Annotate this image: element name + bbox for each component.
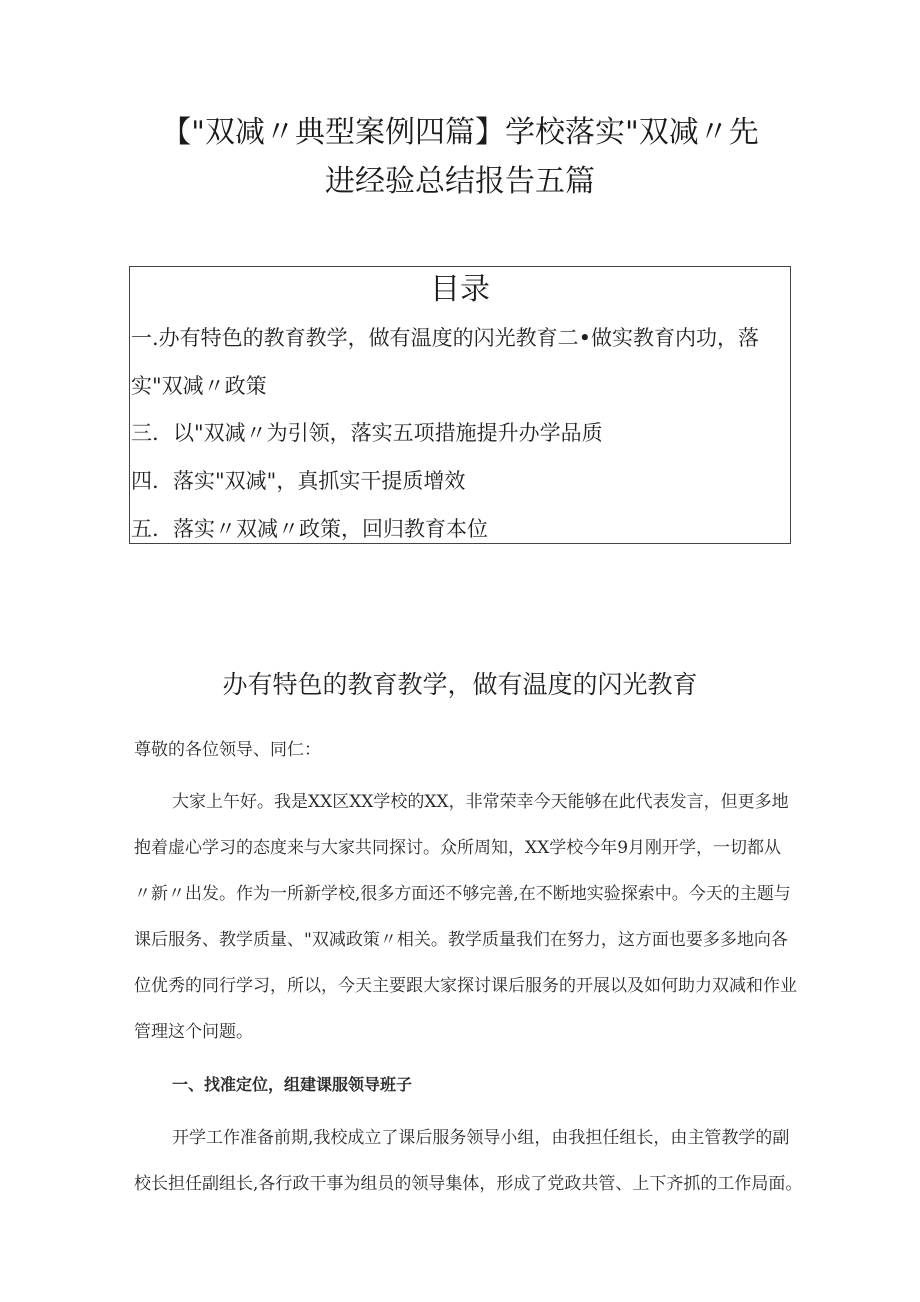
toc-item-3-number: 四.: [131, 469, 159, 493]
toc-item-2-text: 以"双减〃为引领，落实五项措施提升办学品质: [173, 421, 603, 445]
document-title-line-1: 【"双减〃典型案例四篇】学校落实"双减〃先: [161, 115, 759, 150]
toc-item-1-line-1[interactable]: 一.办有特色的教育教学，做有温度的闪光教育二•做实教育内功，落: [131, 326, 760, 350]
paragraph-2-line-2: 校长担任副组长,各行政干事为组员的领导集体，形成了党政共管、上下齐抓的工作局面。: [134, 1174, 803, 1194]
toc-item-4[interactable]: [131, 515, 488, 543]
toc-item-4-text: 落实〃双减〃政策，回归教育本位: [173, 517, 488, 541]
toc-item-4-number: 五.: [131, 517, 159, 541]
paragraph-1-line-1: 大家上午好。我是XX区XX学校的XX，非常荣幸今天能够在此代表发言，但更多地: [172, 792, 789, 812]
paragraph-1-line-6: 管理这个问题。: [134, 1022, 253, 1042]
document-title-line-2: 进经验总结报告五篇: [325, 164, 595, 199]
paragraph-1-line-2: 抱着虚心学习的态度来与大家共同探讨。众所周知，XX学校今年9月刚开学，一切都从: [134, 838, 782, 858]
toc-item-2[interactable]: [131, 419, 603, 447]
paragraph-2-line-1: 开学工作准备前期,我校成立了课后服务领导小组，由我担任组长，由主管教学的副: [172, 1128, 790, 1148]
toc-heading: 目录: [430, 272, 490, 307]
toc-item-3-text: 落实"双减"，真抓实干提质增效: [173, 469, 466, 493]
table-of-contents-box: [129, 266, 791, 544]
subheading-1: 一、找准定位，组建课服领导班子: [172, 1075, 413, 1094]
section-title: 办有特色的教育教学，做有温度的闪光教育: [222, 670, 698, 699]
toc-item-2-number: 三.: [131, 421, 159, 445]
toc-item-3[interactable]: [131, 467, 465, 495]
toc-item-1-line-2[interactable]: 实"双减〃政策: [131, 374, 267, 398]
paragraph-1-line-3: 〃新〃出发。作为一所新学校,很多方面还不够完善,在不断地实验探索中。今天的主题与: [134, 884, 791, 904]
salutation: 尊敬的各位领导、同仁：: [134, 740, 321, 760]
paragraph-1-line-5: 位优秀的同行学习，所以，今天主要跟大家探讨课后服务的开展以及如何助力双减和作业: [134, 976, 797, 996]
paragraph-1-line-4: 课后服务、教学质量、"双减政策〃相关。教学质量我们在努力，这方面也要多多地向各: [134, 930, 788, 950]
